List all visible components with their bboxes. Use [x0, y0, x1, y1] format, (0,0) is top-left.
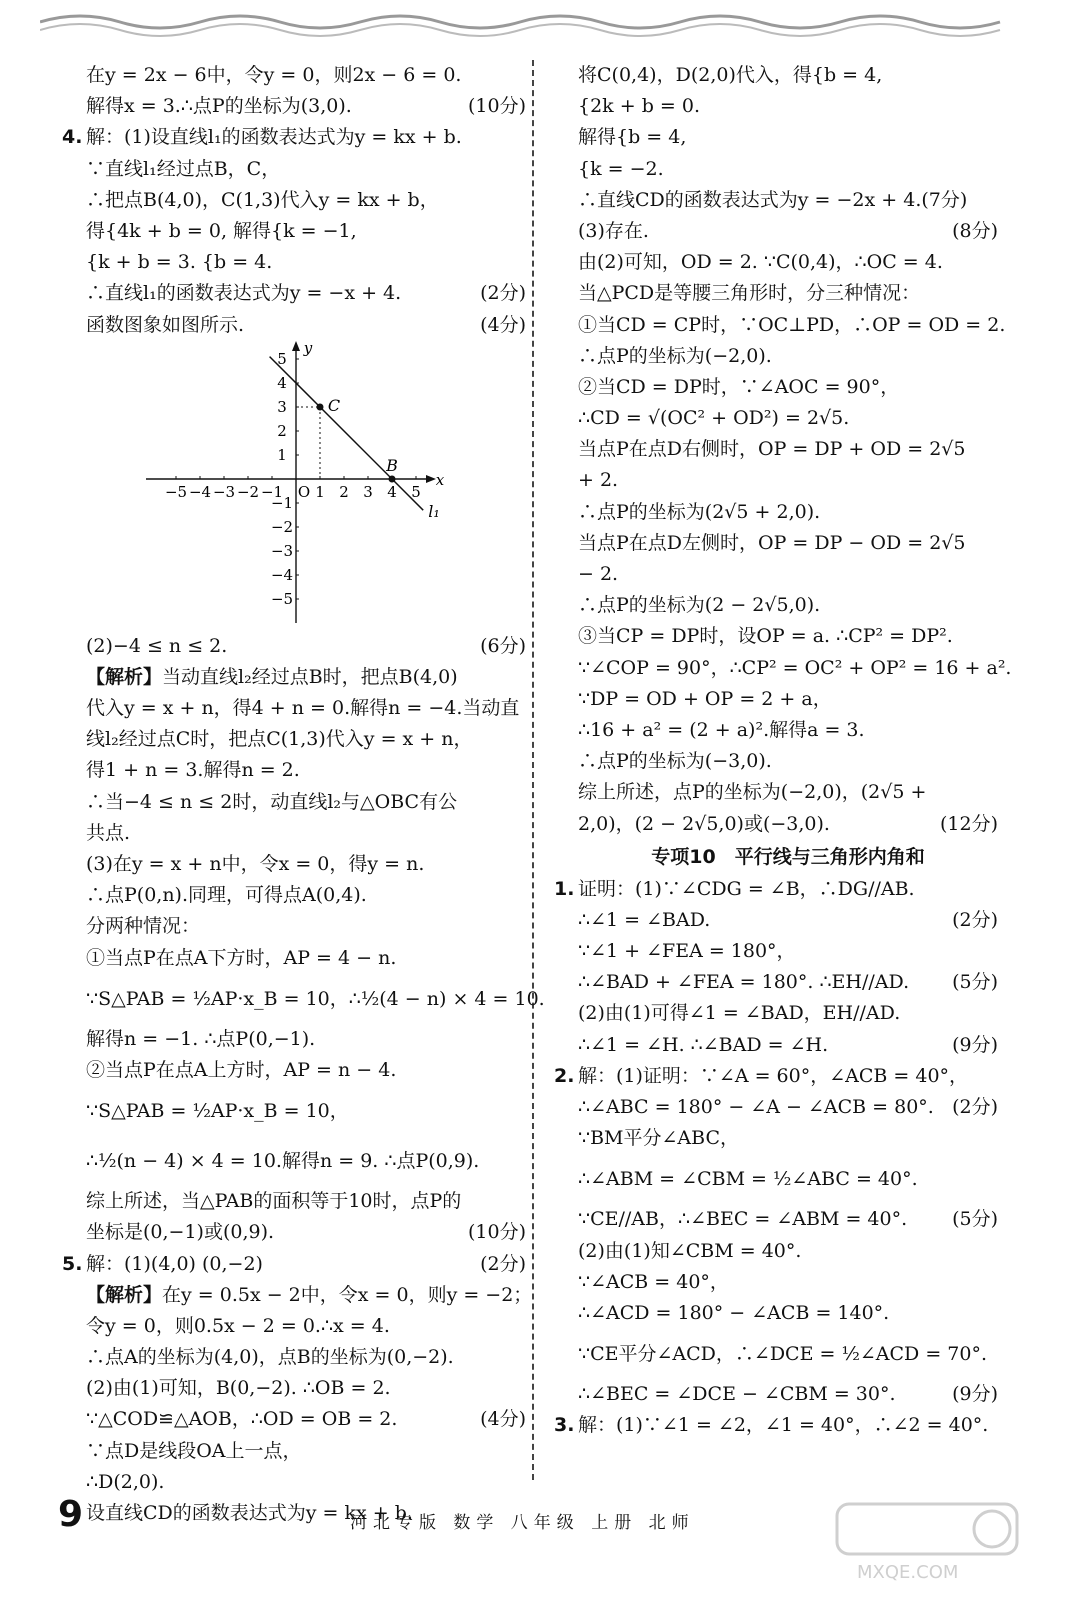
x-tick-label: 5 — [411, 482, 421, 501]
line-text: − 2. — [578, 563, 619, 585]
line-text: 函数图象如图所示. — [86, 313, 245, 336]
text-line — [578, 372, 998, 403]
score-points: (2分) — [952, 908, 998, 931]
line-text: ∵点D是线段OA上一点， — [86, 1439, 302, 1462]
line-text: (3)在y = x + n中，令x = 0，得y = n. — [86, 853, 425, 875]
text-line — [86, 1186, 526, 1217]
text-line — [578, 967, 998, 998]
line-text: ∵DP = OD + OP = 2 + a， — [578, 687, 832, 710]
score-points: (8分) — [952, 219, 998, 242]
analysis-tag: 【解析】 — [86, 665, 163, 688]
text-line — [578, 216, 998, 247]
text-line — [578, 715, 998, 746]
score-points: (6分) — [480, 634, 526, 657]
line-text: 解：(1)证明：∵∠A = 60°，∠ACB = 40°， — [578, 1064, 969, 1087]
line-text: 得1 + n = 3.解得n = 2. — [86, 759, 300, 782]
x-tick-label: 2 — [339, 482, 349, 501]
line-text: 设直线CD的函数表达式为y = kx + b. — [86, 1502, 413, 1524]
text-line — [578, 1329, 998, 1379]
text-line — [578, 1298, 998, 1329]
line-text: (2)由(1)可得∠1 = ∠BAD，EH//AD. — [578, 1002, 901, 1025]
line-text: ∴∠1 = ∠BAD. — [578, 908, 711, 931]
line-text: ∴∠BAD + ∠FEA = 180°. ∴EH//AD. — [578, 971, 910, 994]
line-text: ∴点P的坐标为(2√5 + 2,0). — [578, 500, 821, 523]
line-text: ∵直线l₁经过点B，C， — [86, 157, 281, 180]
text-line — [86, 818, 526, 849]
line-text: ∵∠COP = 90°，∴CP² = OC² + OP² = 16 + a². — [578, 656, 1012, 679]
text-line — [578, 809, 998, 840]
x-tick-label: −5 — [164, 482, 188, 501]
text-line — [578, 154, 998, 185]
line-text: ①当CD = CP时，∵OC⊥PD，∴OP = OD = 2. — [578, 313, 1006, 336]
line-text: (2)−4 ≤ n ≤ 2. — [86, 634, 228, 657]
line-text: 当点P在点D左侧时，OP = DP − OD = 2√5 — [578, 531, 966, 554]
line-text: ∴直线CD的函数表达式为y = −2x + 4.(7分) — [578, 188, 968, 211]
score-points: (2分) — [480, 1252, 526, 1275]
line-text: (2)由(1)知∠CBM = 40°. — [578, 1239, 802, 1262]
text-line — [86, 1217, 526, 1248]
line-text: ∴D(2,0). — [86, 1470, 165, 1493]
text-line — [578, 936, 998, 967]
question-number: 3. — [554, 1414, 575, 1437]
x-tick-label: O — [297, 482, 311, 501]
text-line — [578, 559, 998, 590]
line-text: 解：(1)∵∠1 = ∠2，∠1 = 40°，∴∠2 = 40°. — [578, 1414, 989, 1437]
line-text: ∴点P的坐标为(2 − 2√5,0). — [578, 594, 821, 617]
left-lines-part1 — [62, 60, 526, 341]
svg-text:MXQE.COM: MXQE.COM — [857, 1562, 959, 1583]
function-graph — [86, 341, 526, 631]
x-axis-label: x — [435, 470, 445, 489]
line-text: 解得n = −1. ∴点P(0,−1). — [86, 1027, 316, 1050]
y-tick-label: 5 — [277, 349, 287, 368]
text-line — [578, 1154, 998, 1204]
question-number: 5. — [62, 1252, 83, 1275]
text-line — [86, 60, 526, 91]
line-text: ∴点P的坐标为(−2,0). — [578, 344, 772, 367]
y-tick-label: −4 — [270, 565, 294, 584]
x-tick-label: 1 — [315, 482, 325, 501]
right-lines-part2 — [554, 874, 998, 1442]
column-divider — [532, 60, 534, 1480]
line-text: 综上所述，当△PAB的面积等于10时，点P的 — [86, 1190, 462, 1213]
question-number: 2. — [554, 1064, 575, 1087]
text-line — [554, 1410, 998, 1441]
y-tick-label: 1 — [277, 445, 287, 464]
y-axis-label: y — [303, 340, 313, 357]
text-line — [578, 91, 998, 122]
score-points: (5分) — [952, 1208, 998, 1231]
score-points: (9分) — [952, 1033, 998, 1056]
text-line — [86, 310, 526, 341]
point-c — [317, 403, 324, 410]
line-text: ∴把点B(4,0)，C(1,3)代入y = kx + b， — [86, 188, 439, 211]
line-text: 由(2)可知，OD = 2. ∵C(0,4)，∴OC = 4. — [578, 251, 943, 274]
score-points: (10分) — [467, 1221, 526, 1244]
text-line — [86, 185, 526, 216]
line-text: 当△PCD是等腰三角形时，分三种情况： — [578, 282, 921, 305]
line-text: 解得x = 3.∴点P的坐标为(3,0). — [86, 95, 352, 118]
line-text: ①当点P在点A下方时，AP = 4 − n. — [86, 946, 397, 969]
y-tick-label: −3 — [270, 541, 294, 560]
text-line — [86, 662, 526, 693]
line-text: 代入y = x + n，得4 + n = 0.解得n = −4.当动直 — [86, 697, 520, 720]
text-line — [86, 1024, 526, 1055]
line-text: ③当CP = DP时，设OP = a. ∴CP² = DP². — [578, 625, 953, 648]
text-line — [578, 434, 998, 465]
text-line — [578, 310, 1006, 341]
text-line — [578, 1204, 998, 1235]
text-line — [86, 1342, 526, 1373]
text-line — [578, 1092, 998, 1123]
text-line — [86, 1280, 533, 1311]
text-line — [578, 278, 998, 309]
text-line — [578, 905, 998, 936]
text-line — [86, 724, 526, 755]
point-b-label: B — [386, 455, 398, 475]
analysis-tag: 【解析】 — [86, 1283, 163, 1306]
x-tick-label: 4 — [387, 482, 397, 501]
y-tick-label: −1 — [270, 493, 294, 512]
text-line — [578, 621, 998, 652]
line-text: 当动直线l₂经过点B时，把点B(4,0) — [162, 665, 458, 688]
text-line — [578, 341, 998, 372]
page-number: 9 — [58, 1494, 84, 1535]
x-tick-label: −1 — [260, 482, 284, 501]
text-line — [578, 746, 998, 777]
x-tick-label: 3 — [363, 482, 373, 501]
text-line — [578, 590, 998, 621]
x-tick-label: −2 — [236, 482, 260, 501]
line-text: ∴直线l₁的函数表达式为y = −x + 4. — [86, 282, 402, 305]
score-points: (10分) — [467, 95, 526, 118]
x-axis-arrow — [426, 475, 436, 483]
line-text: ②当点P在点A上方时，AP = n − 4. — [86, 1058, 397, 1081]
text-line — [86, 1136, 526, 1186]
text-line — [578, 1123, 998, 1154]
line-text: 得{4k + b = 0, 解得{k = −1, — [86, 219, 357, 242]
line-text: ∴½(n − 4) × 4 = 10.解得n = 9. ∴点P(0,9). — [86, 1150, 480, 1173]
line-text: 2,0)，(2 − 2√5,0)或(−3,0). — [578, 812, 830, 835]
text-line — [554, 874, 998, 905]
text-line — [86, 974, 545, 1024]
y-axis-arrow — [292, 341, 300, 351]
line-text: ∴点A的坐标为(4,0)，点B的坐标为(0,−2). — [86, 1346, 454, 1369]
point-b — [389, 475, 396, 482]
text-line — [86, 1436, 526, 1467]
text-line — [578, 497, 998, 528]
text-line — [86, 91, 526, 122]
text-line — [578, 403, 998, 434]
line-text: ∵S△PAB = ½AP·x_B = 10，∴½(4 − n) × 4 = 10. — [86, 987, 545, 1010]
text-line — [578, 1267, 998, 1298]
text-line — [578, 777, 998, 808]
right-lines-part1 — [578, 60, 1012, 840]
text-line — [86, 755, 526, 786]
y-tick-label: 3 — [277, 397, 287, 416]
line-text: 在y = 0.5x − 2中，令x = 0，则y = −2； — [162, 1283, 533, 1306]
text-line — [86, 1404, 526, 1435]
y-tick-label: −5 — [270, 589, 294, 608]
text-line — [578, 1030, 998, 1061]
text-line — [62, 1249, 526, 1280]
line-text: ∵∠1 + ∠FEA = 180°， — [578, 940, 796, 963]
text-line — [86, 1467, 526, 1498]
question-number: 1. — [554, 877, 575, 900]
line-text: 令y = 0，则0.5x − 2 = 0.∴x = 4. — [86, 1314, 390, 1337]
text-line — [62, 122, 526, 153]
line-text: {k + b = 3. {b = 4. — [86, 251, 273, 274]
watermark-logo — [827, 1496, 1027, 1586]
score-points: (9分) — [952, 1383, 998, 1406]
x-tick-label: −4 — [188, 482, 212, 501]
question-number: 4. — [62, 126, 83, 149]
text-line — [86, 1311, 526, 1342]
top-decorative-band — [40, 0, 1040, 44]
line-text: 解：(1)(4,0) (0,−2) — [86, 1252, 263, 1275]
text-line — [86, 787, 526, 818]
line-text: ∴CD = √(OC² + OD²) = 2√5. — [578, 407, 850, 430]
line-l1-label: l₁ — [428, 501, 440, 521]
text-line — [86, 631, 526, 662]
line-text: ∴点P的坐标为(−3,0). — [578, 750, 772, 773]
line-text: 当点P在点D右侧时，OP = DP + OD = 2√5 — [578, 438, 966, 461]
line-text: ∵S△PAB = ½AP·x_B = 10， — [86, 1100, 349, 1123]
line-text: ∴∠ABM = ∠CBM = ½∠ABC = 40°. — [578, 1168, 918, 1191]
text-line — [86, 216, 526, 247]
score-points: (4分) — [480, 313, 526, 336]
line-text: ∵CE//AB，∴∠BEC = ∠ABM = 40°. — [578, 1208, 908, 1231]
text-line — [578, 528, 998, 559]
text-line — [86, 693, 526, 724]
text-line — [86, 1055, 526, 1086]
line-text: {k = −2. — [578, 157, 664, 180]
line-text: ∴∠ACD = 180° − ∠ACB = 140°. — [578, 1301, 890, 1324]
text-line — [86, 911, 526, 942]
line-text: ∴点P(0,n).同理，可得点A(0,4). — [86, 884, 367, 907]
line-text: 证明：(1)∵∠CDG = ∠B，∴DG//AB. — [578, 877, 915, 900]
section-title: 专项10 平行线与三角形内角和 — [651, 845, 925, 868]
line-text: ∴∠1 = ∠H. ∴∠BAD = ∠H. — [578, 1033, 829, 1056]
left-column — [62, 60, 545, 1529]
line-text: 共点. — [86, 821, 131, 844]
y-tick-label: 4 — [277, 373, 287, 392]
text-line — [86, 1086, 526, 1136]
line-text: 分两种情况： — [86, 915, 201, 938]
text-line — [578, 60, 998, 91]
line-text: 线l₂经过点C时，把点C(1,3)代入y = x + n， — [86, 728, 473, 751]
text-line — [578, 185, 998, 216]
footer-text: 河北专版 数学 八年级 上册 北师 — [350, 1513, 695, 1533]
x-tick-label: −3 — [212, 482, 236, 501]
line-text: 将C(0,4)，D(2,0)代入，得{b = 4, — [578, 64, 883, 86]
text-line — [578, 653, 1012, 684]
line-text: ∵BM平分∠ABC， — [578, 1127, 739, 1150]
text-line — [578, 247, 998, 278]
y-tick-label: −2 — [270, 517, 294, 536]
line-text: 解：(1)设直线l₁的函数表达式为y = kx + b. — [86, 126, 462, 149]
text-line — [578, 684, 998, 715]
score-points: (4分) — [480, 1408, 526, 1431]
line-text: 综上所述，点P的坐标为(−2,0)，(2√5 + — [578, 781, 927, 804]
line-text: ∵CE平分∠ACD，∴∠DCE = ½∠ACD = 70°. — [578, 1343, 988, 1366]
text-line — [86, 1373, 526, 1404]
score-points: (5分) — [952, 971, 998, 994]
text-line — [578, 465, 998, 496]
text-line — [86, 278, 526, 309]
line-text: ∴当−4 ≤ n ≤ 2时，动直线l₂与△OBC有公 — [86, 790, 458, 813]
line-text: ∵△COD≌△AOB，∴OD = OB = 2. — [86, 1408, 398, 1431]
line-text: ∴∠ABC = 180° − ∠A − ∠ACB = 80°. — [578, 1096, 934, 1118]
line-text: 在y = 2x − 6中，令y = 0，则2x − 6 = 0. — [86, 64, 462, 86]
line-text: 坐标是(0,−1)或(0,9). — [86, 1221, 275, 1244]
score-points: (2分) — [952, 1096, 998, 1118]
line-text: (2)由(1)可知，B(0,−2). ∴OB = 2. — [86, 1377, 391, 1400]
line-text: ∴∠BEC = ∠DCE − ∠CBM = 30°. — [578, 1383, 896, 1406]
text-line — [578, 1236, 998, 1267]
text-line — [86, 880, 526, 911]
line-text: (3)存在. — [578, 219, 649, 242]
line-text: ∴16 + a² = (2 + a)².解得a = 3. — [578, 718, 865, 741]
line-text: ∵∠ACB = 40°， — [578, 1270, 729, 1293]
score-points: (2分) — [480, 282, 526, 305]
text-line — [86, 849, 526, 880]
text-line — [86, 247, 526, 278]
text-line — [578, 998, 998, 1029]
right-column — [554, 60, 1012, 1442]
y-tick-label: 2 — [277, 421, 287, 440]
line-text: 解得{b = 4, — [578, 126, 687, 149]
text-line — [554, 1061, 998, 1092]
line-text: ②当CD = DP时，∵∠AOC = 90°， — [578, 375, 900, 398]
text-line — [578, 1379, 998, 1410]
text-line — [86, 154, 526, 185]
text-line — [86, 943, 526, 974]
line-text: + 2. — [578, 469, 619, 492]
score-points: (12分) — [939, 812, 998, 835]
line-text: {2k + b = 0. — [578, 95, 700, 118]
left-lines-part2 — [62, 631, 545, 1530]
text-line — [578, 122, 998, 153]
point-c-label: C — [327, 395, 341, 415]
